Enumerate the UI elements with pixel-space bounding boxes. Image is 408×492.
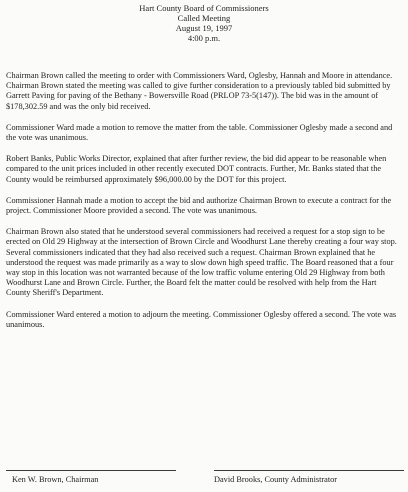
header-date: August 19, 1997 (175, 23, 233, 33)
header-meeting-type: Called Meeting (177, 13, 231, 23)
header-organization: Hart County Board of Commissioners (139, 3, 269, 13)
signature-line-administrator (214, 470, 404, 471)
paragraph-stop-sign-request: Chairman Brown also stated that he understood several commissioners had received a request for a stop sign to be erected on Old 29 Highway at the intersection of Brown Circle and Woodhurst Lane thereby creating a four way stop. Several commissioners indicated that they had also received such a request. Chairman Brown explained that he understood the request was made primarily as a way to slow down high speed traffic. The Board reasoned that a four way stop in this location was not warranted because of the low traffic volume entering Old 29 Highway from both Woodhurst Lane and Brown Circle. Further, the Board felt the matter could be resolved with help from the Hart County Sheriff's Department. (6, 227, 397, 298)
paragraph-public-works-report: Robert Banks, Public Works Director, explained that after further review, the bid did appear to be reasonable when compared to the unit prices included in other recently executed DOT contracts. Further, Mr. Banks stated that the County would be reimbursed approximately $96,000.00 by the DOT for this project. (6, 154, 387, 184)
paragraph-remove-from-table: Commissioner Ward made a motion to remove the matter from the table. Commissioner Oglesby made a second and the vote was unanimous. (6, 122, 393, 143)
paragraph-adjournment: Commissioner Ward entered a motion to adjourn the meeting. Commissioner Oglesby offered a second. The vote was unanimous. (6, 309, 397, 329)
header-time: 4:00 p.m. (187, 33, 221, 43)
signature-line-chairman (6, 470, 176, 471)
paragraph-call-to-order: Chairman Brown called the meeting to order with Commissioners Ward, Oglesby, Hannah and Moore in attendance. Chairman Brown stated the meeting was called to give further consideration to a previously tabled bid submitted by Garrett Paving for paving of the Bethany - Bowersville Road (PRLOP 73-5(147)). The bid was in the amount of $178,302.59 and was the only bid received. (6, 71, 393, 111)
paragraph-accept-bid-motion: Commissioner Hannah made a motion to accept the bid and authorize Chairman Brown to execute a contract for the project. Commissioner Moore provided a second. The vote was unanimous. (6, 195, 392, 216)
signature-name-administrator: David Brooks, County Administrator (214, 475, 338, 484)
signature-name-chairman: Ken W. Brown, Chairman (12, 475, 99, 484)
document-header (0, 3, 408, 43)
minutes-body (6, 71, 402, 341)
